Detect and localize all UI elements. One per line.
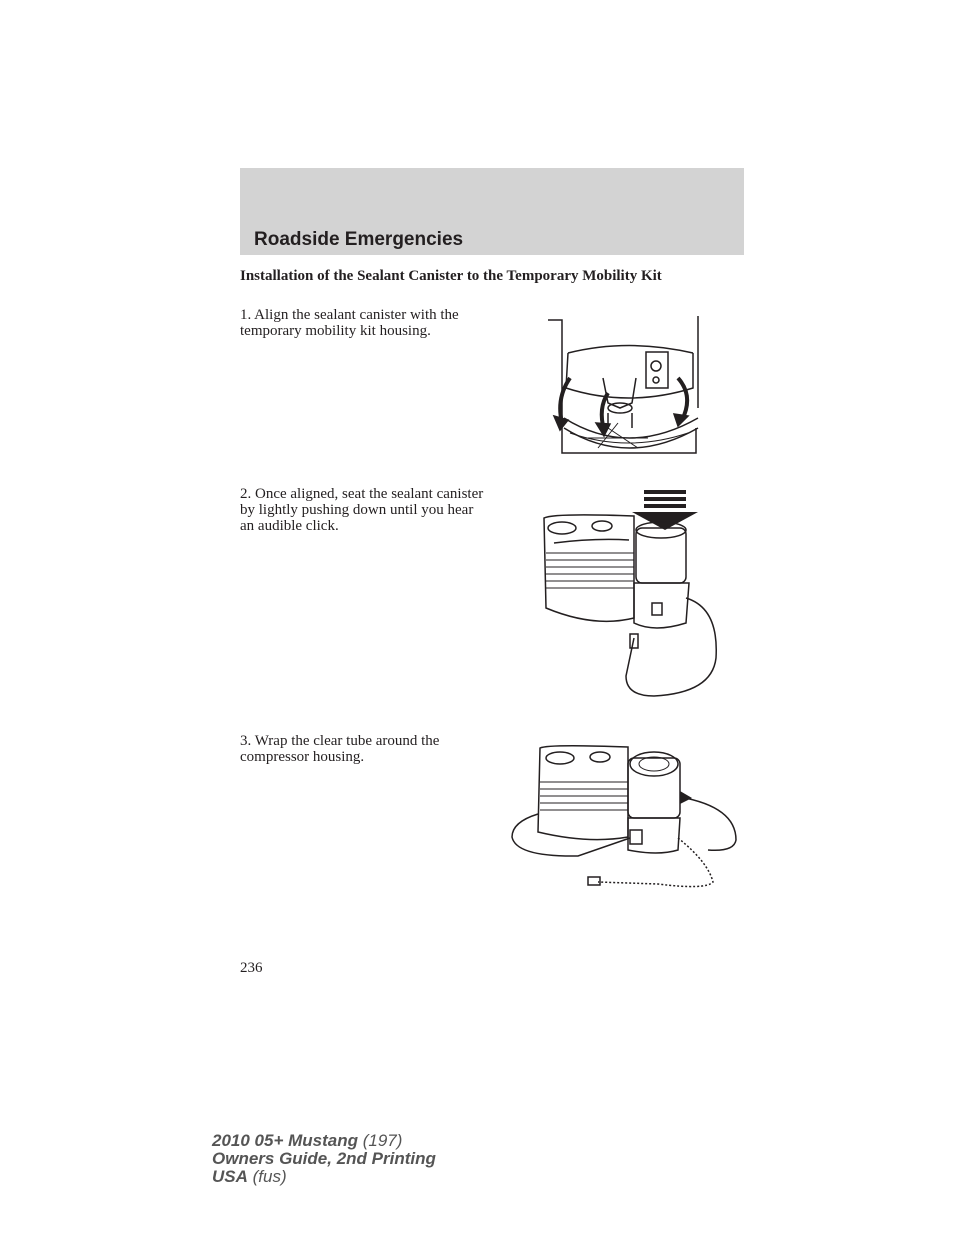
step-3-text: 3. Wrap the clear tube around the compressor housing. — [240, 733, 440, 765]
canister-alignment-illustration — [548, 308, 708, 474]
footer-edition: Owners Guide, 2nd Printing — [212, 1149, 436, 1168]
document-footer — [212, 1132, 436, 1186]
canister-seating-illustration — [534, 488, 724, 703]
footer-line-1 — [212, 1132, 436, 1150]
footer-model: 2010 05+ Mustang — [212, 1131, 358, 1150]
footer-line-2 — [212, 1150, 436, 1168]
step-2-text: 2. Once aligned, seat the sealant canister by lightly pushing down until you hear an audible click. — [240, 486, 484, 534]
step-1-text: 1. Align the sealant canister with the temporary mobility kit housing. — [240, 307, 459, 339]
section-header-band — [240, 168, 744, 255]
footer-market: USA — [212, 1167, 248, 1186]
tube-wrapping-illustration — [508, 742, 740, 892]
page-number: 236 — [240, 960, 263, 976]
footer-market-code: (fus) — [247, 1167, 287, 1186]
section-heading: Installation of the Sealant Canister to the Temporary Mobility Kit — [240, 268, 662, 284]
footer-line-3 — [212, 1168, 436, 1186]
page-title: Roadside Emergencies — [254, 229, 464, 250]
footer-model-code: (197) — [358, 1131, 403, 1150]
